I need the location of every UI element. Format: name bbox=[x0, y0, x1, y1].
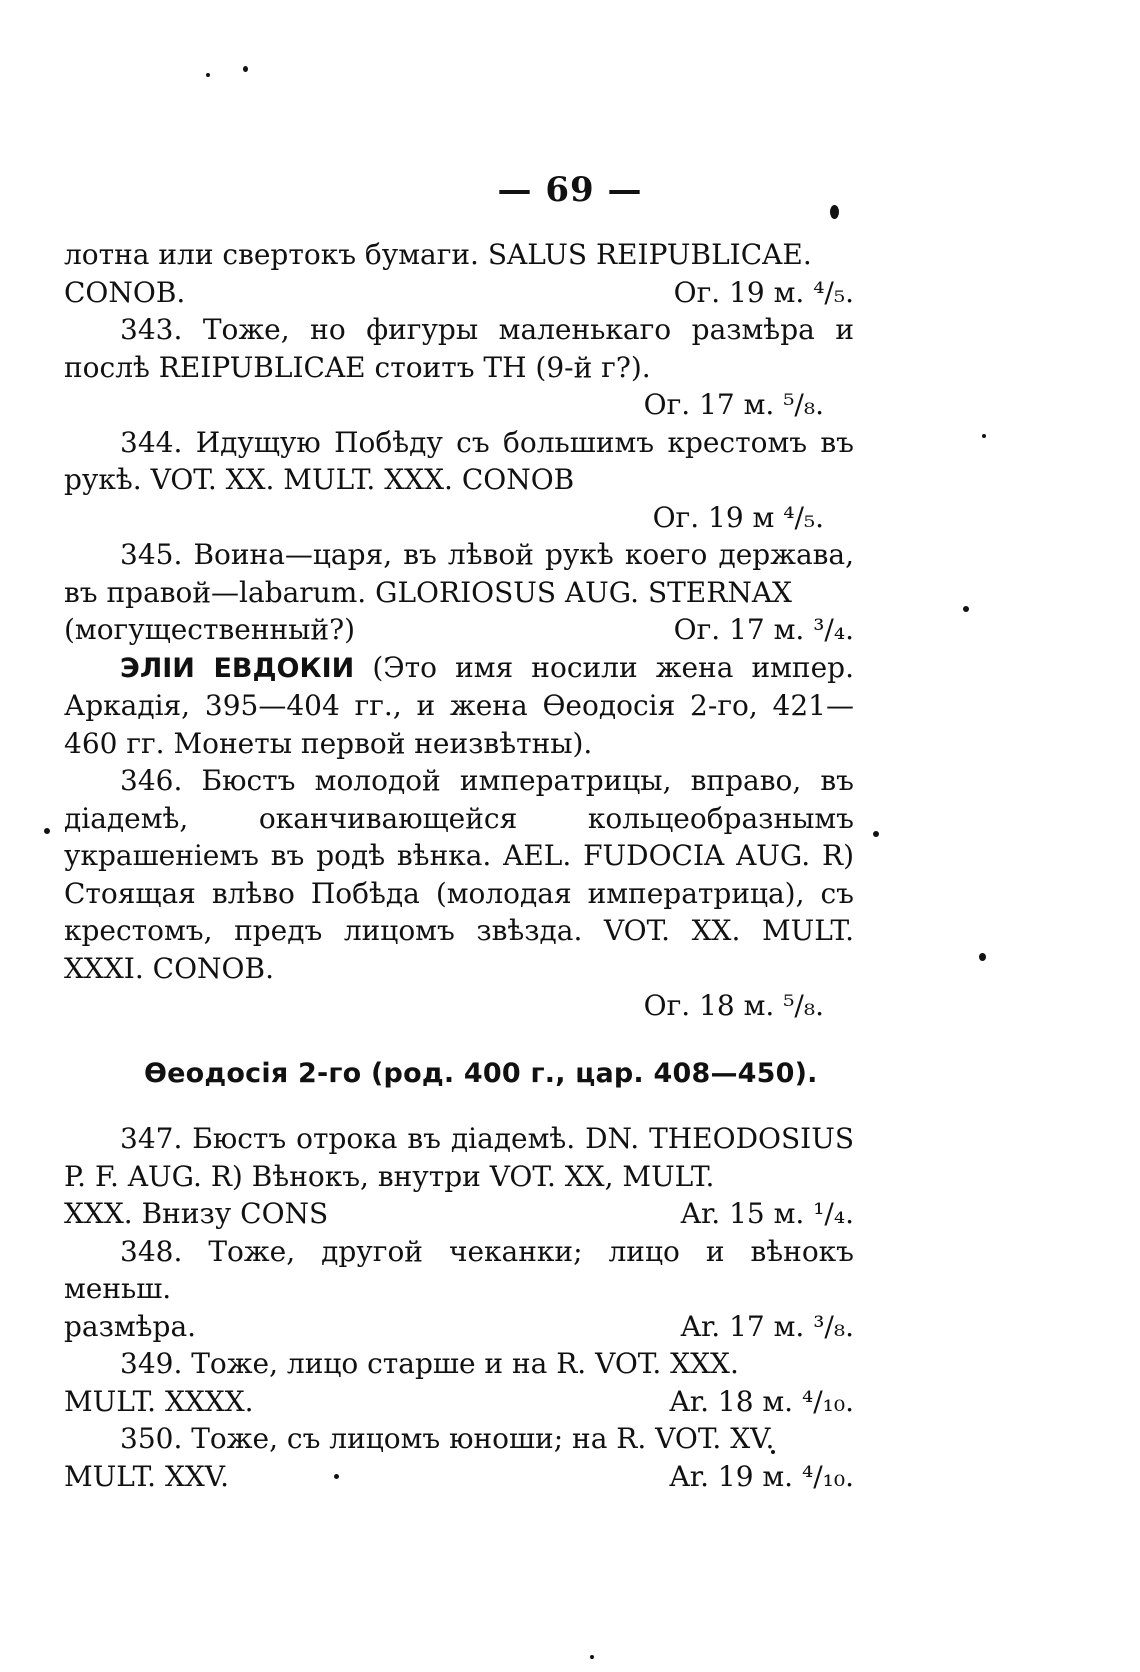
price-weight: Ог. 17 м. ³/₄. bbox=[673, 613, 854, 646]
entry-348: 348. Тоже, другой чеканки; лицо и вѣнокъ меньш. bbox=[64, 1234, 854, 1305]
price-weight: Ог. 18 м. ⁵/₈. bbox=[643, 989, 824, 1022]
entry-350-last-line bbox=[64, 1458, 854, 1496]
entry-345-last-line bbox=[64, 611, 854, 649]
entry-342-last-line bbox=[64, 274, 854, 312]
price-weight: Ar. 17 м. ³/₈. bbox=[680, 1309, 854, 1343]
price-weight: Ar. 18 м. ⁴/₁₀. bbox=[669, 1384, 854, 1418]
entry-text: MULT. XXXX. bbox=[64, 1384, 254, 1418]
scan-speck-dot bbox=[590, 1655, 594, 1659]
entry-349-last-line bbox=[64, 1383, 854, 1421]
section-heading: Өеодосія 2-го (род. 400 г., цар. 408—450). bbox=[144, 1057, 818, 1089]
ruler-heading: ЭЛІИ ЕВДОКІИ bbox=[120, 652, 355, 684]
entry-text: XXX. Внизу CONS bbox=[64, 1197, 329, 1230]
entry-text: MULT. XXV. bbox=[64, 1459, 230, 1493]
entry-342-continuation: лотна или свертокъ бумаги. SALUS REIPUBLICAE. bbox=[64, 238, 812, 271]
scan-speck-dot bbox=[44, 828, 50, 834]
price-weight: Ог. 17 м. ⁵/₈. bbox=[643, 388, 824, 421]
scan-speck-dot bbox=[206, 73, 210, 77]
entry-344: 344. Идущую Побѣду съ большимъ крестомъ въ рукѣ. VOT. XX. MULT. XXX. CONOB bbox=[64, 425, 854, 496]
ruler-note: (Это имя носили жена импер. Аркадія, 395—404 гг., и жена Өеодосія 2-го, 421—460 гг. Монеты первой неизвѣтны). bbox=[64, 650, 854, 760]
catalog-text bbox=[64, 236, 854, 1495]
scan-speck-dot bbox=[873, 831, 879, 837]
page-number: — 69 — bbox=[497, 170, 643, 210]
scan-speck-dot bbox=[963, 606, 969, 612]
entry-347: 347. Бюстъ отрока въ діадемѣ. DN. THEODOSIUS P. F. AUG. R) Вѣнокъ, внутри VOT. XX, MULT. bbox=[64, 1122, 854, 1193]
scan-speck-dot bbox=[979, 953, 986, 961]
entry-345: 345. Воина—царя, въ лѣвой рукѣ коего держава, въ правой—labarum. GLORIOSUS AUG. STERNAX bbox=[64, 538, 854, 609]
entry-349: 349. Тоже, лицо старше и на R. VOT. XXX. bbox=[120, 1347, 739, 1380]
entry-347-last-line bbox=[64, 1195, 854, 1233]
scan-speck-dot bbox=[243, 66, 248, 72]
entry-346: 346. Бюстъ молодой императрицы, вправо, въ діадемѣ, оканчивающейся кольцеобразнымъ украшеніемъ въ родѣ вѣнка. AEL. FUDOCIA AUG. R) Стоящая влѣво Побѣда (молодая императрица), съ крестомъ, предъ лицомъ звѣзда. VOT. XX. MULT. XXXI. CONOB. bbox=[64, 764, 854, 985]
aelia-eudocia-paragraph bbox=[64, 649, 854, 763]
entry-text: (могущественный?) bbox=[64, 613, 356, 646]
price-weight: Ar. 15 м. ¹/₄. bbox=[680, 1197, 854, 1230]
price-weight: Ог. 19 м. ⁴/₅. bbox=[673, 275, 854, 309]
price-weight: Ar. 19 м. ⁴/₁₀. bbox=[669, 1459, 854, 1493]
entry-343: 343. Тоже, но фигуры маленькаго размѣра и послѣ REIPUBLICAE стоитъ TH (9-й г?). bbox=[64, 313, 854, 384]
scan-speck-dot bbox=[982, 434, 986, 438]
entry-text: размѣра. bbox=[64, 1309, 197, 1343]
price-weight: Ог. 19 м ⁴/₅. bbox=[652, 500, 824, 534]
entry-350: 350. Тоже, съ лицомъ юноши; на R. VOT. XV. bbox=[120, 1422, 775, 1455]
entry-text: CONOB. bbox=[64, 275, 186, 309]
entry-348-last-line bbox=[64, 1308, 854, 1346]
